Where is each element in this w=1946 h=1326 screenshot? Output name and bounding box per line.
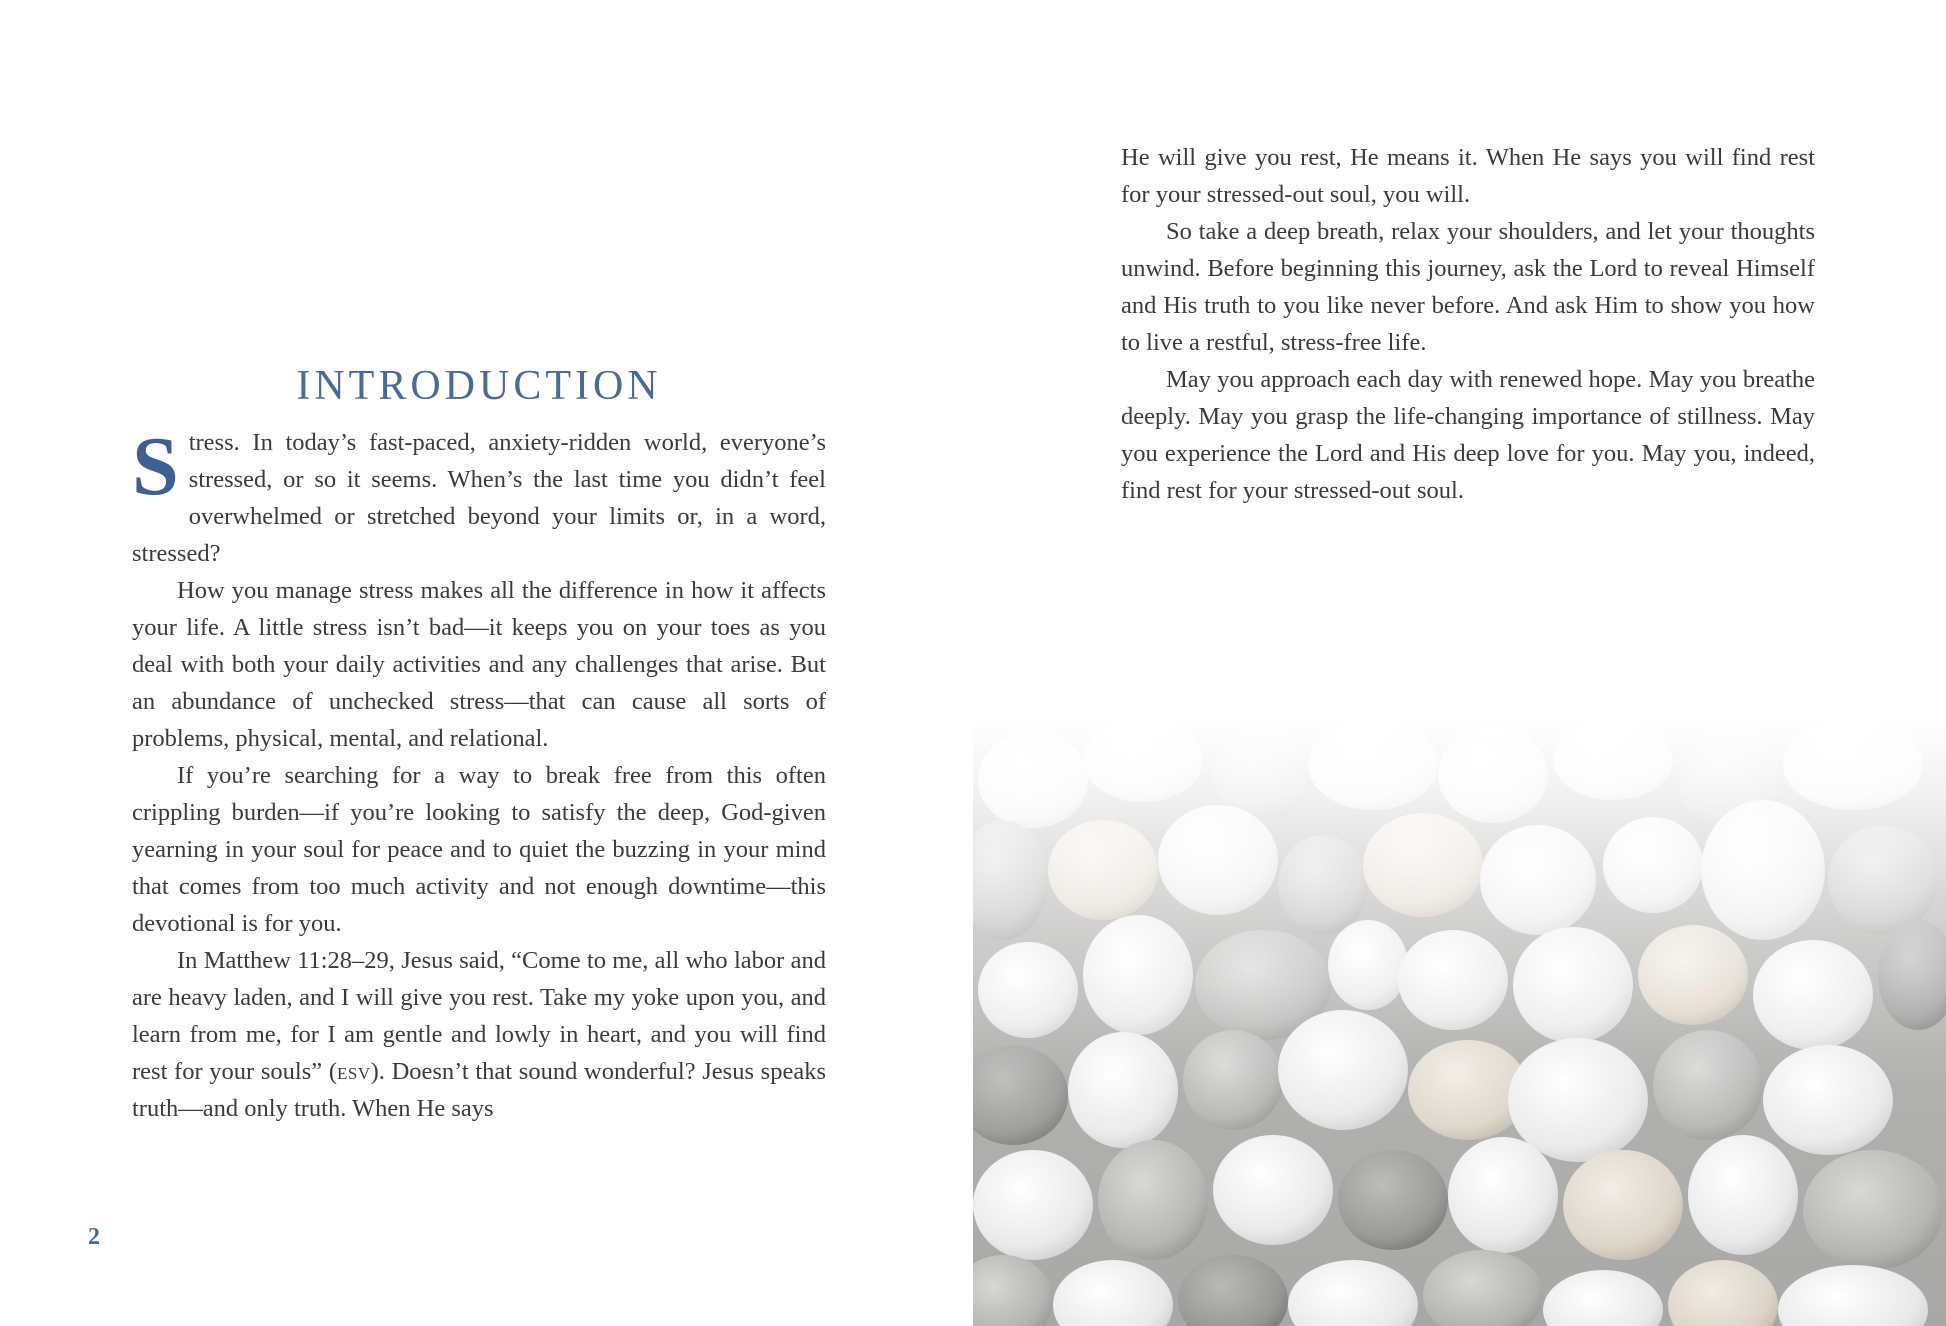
paragraph-6: So take a deep breath, relax your shoulders, and let your thoughts unwind. Before beginning this journey, ask the Lord to reveal Himself and His truth to you like never before. And ask Him to show you how to live a restful, stress-free life. (1121, 218, 1815, 356)
paragraph-4-part-b: ). Doesn’t that sound wonderful? Jesus speaks truth—and only truth. When He says (132, 1058, 826, 1122)
paragraph-7: May you approach each day with renewed hope. May you breathe deeply. May you grasp the life-changing importance of stillness. May you experience the Lord and His deep love for you. May you, indeed, find rest for your stressed-out soul. (1121, 366, 1815, 504)
right-page (973, 0, 1946, 1326)
paragraph-3: If you’re searching for a way to break free from this often crippling burden—if you’re looking to satisfy the deep, God-given yearning in your soul for peace and to quiet the buzzing in your mind that comes from too much activity and not enough downtime—this devotional is for you. (132, 762, 826, 937)
pebbles-image (973, 720, 1946, 1326)
paragraph-4 (132, 942, 826, 1127)
paragraph-5: He will give you rest, He means it. When He says you will find rest for your stressed-out soul, you will. (1121, 144, 1815, 208)
paragraph-4-part-a: In Matthew 11:28–29, Jesus said, “Come to me, all who labor and are heavy laden, and I will give you rest. Take my yoke upon you, and learn from me, for I am gentle and lowly in heart, and you will find rest for your souls” ( (132, 947, 826, 1085)
paragraph-2: How you manage stress makes all the difference in how it affects your life. A little stress isn’t bad—it keeps you on your toes as you deal with both your daily activities and any challenges that arise. But an abundance of unchecked stress—that can cause all sorts of problems, physical, mental, and relational. (132, 577, 826, 752)
chapter-title: INTRODUCTION (296, 363, 662, 410)
right-text-column (1121, 139, 1815, 509)
esv-abbreviation: esv (336, 1058, 371, 1085)
left-text-column (132, 420, 826, 1127)
paragraph-1 (132, 420, 826, 572)
paragraph-1-text: tress. In today’s fast-paced, anxiety-ridden world, everyone’s stressed, or so it seems. When’s the last time you didn’t feel overwhelmed or stretched beyond your limits or, in a word, stressed? (132, 429, 826, 567)
drop-cap: S (132, 420, 179, 513)
page-number: 2 (88, 1224, 100, 1250)
